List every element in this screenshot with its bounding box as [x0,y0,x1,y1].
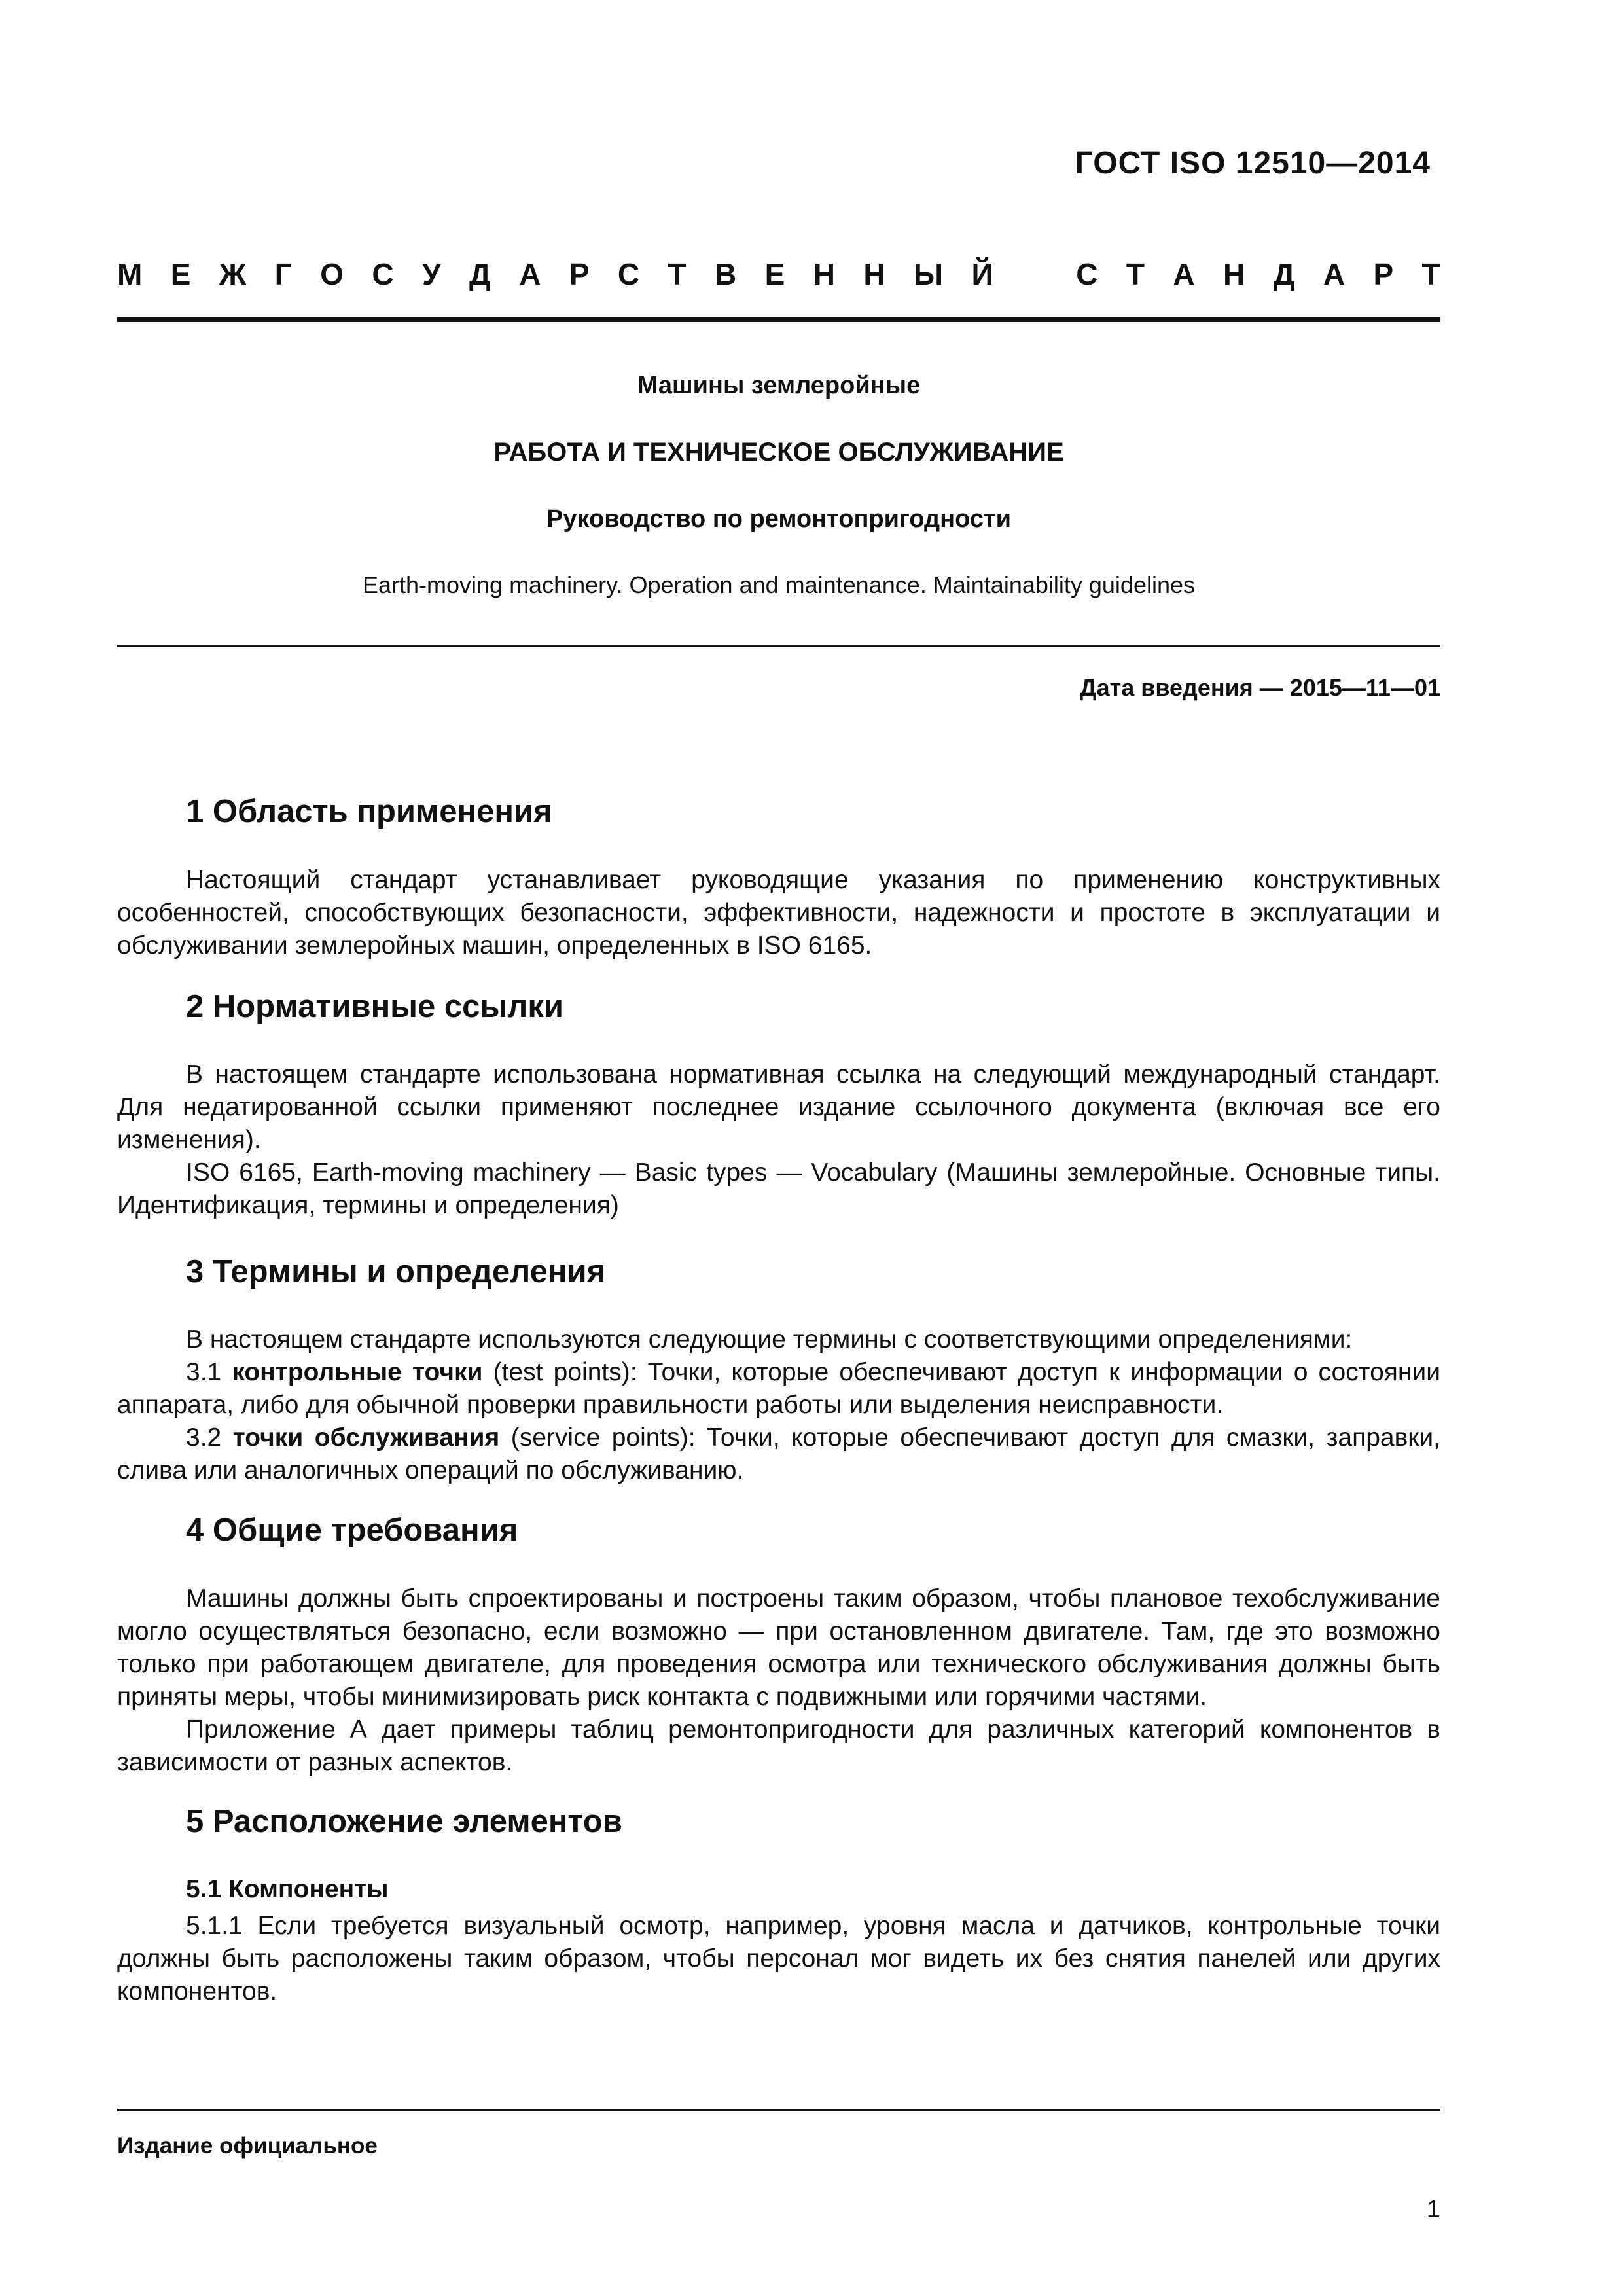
section-3-paragraph: В настоящем стандарте используются следующие термины с соответствующими определениями: [186,1325,1353,1354]
standard-type-letter: Ж [219,257,247,291]
standard-type-letter: Г [274,257,292,291]
clause-5-1-1: 5.1.1 Если требуется визуальный осмотр, например, уровня масла и датчиков, контрольные точки должны быть расположены таким образом, чтобы персонал мог видеть их без снятия панелей или других компонентов. [117,1912,1440,2005]
standard-type-letter: А [1173,257,1195,291]
definition-3-2 [117,1422,1440,1487]
section-2-heading: 2 Нормативные ссылки [186,989,563,1024]
official-publication-label: Издание официальное [117,2133,378,2159]
section-4-heading: 4 Общие требования [186,1513,518,1548]
effective-date: Дата введения — 2015—11—01 [1079,674,1440,701]
section-1-paragraph: Настоящий стандарт устанавливает руководящие указания по применению конструктивных особенностей, способствующих безопасности, эффективности, надежности и простоте в эксплуатации и обслуживании землеройных машин, определенных в ISO 6165. [117,866,1440,960]
section-1-heading: 1 Область применения [186,794,552,829]
definition-term: точки обслуживания [232,1424,500,1452]
document-id: ГОСТ ISO 12510—2014 [1075,146,1431,181]
section-4-paragraph-2: Приложение А дает примеры таблиц ремонтопригодности для различных категорий компонентов в зависимости от разных аспектов. [117,1715,1440,1776]
definition-number: 3.2 [186,1424,233,1452]
title-line-3: Руководство по ремонтопригодности [546,505,1011,533]
standard-type-letter: С [372,257,394,291]
definition-text: (test points): Точки, которые обеспечивают доступ к информации о состоянии аппарата, либо для обычной проверки правильности работы или выделения неисправности. [117,1358,1440,1419]
standard-type-letter: Е [764,257,785,291]
section-5-heading: 5 Расположение элементов [186,1804,622,1839]
page-number: 1 [1426,2196,1440,2223]
subsection-5-1-heading: 5.1 Компоненты [186,1875,389,1903]
standard-type-letter: У [422,257,441,291]
section-2-paragraph-2: ISO 6165, Earth-moving machinery — Basic types — Vocabulary (Машины землеройные. Основные типы. Идентификация, термины и определения) [117,1158,1440,1219]
standard-type-letter: О [320,257,344,291]
standard-type-letter: Д [469,257,491,291]
definition-text: (service points): Точки, которые обеспечивают доступ для смазки, заправки, слива или аналогичных операций по обслуживанию. [117,1424,1440,1484]
standard-type-letter: А [519,257,541,291]
standard-type-letter: Н [1223,257,1245,291]
footer-rule [117,2109,1440,2111]
standard-type-letter: В [715,257,737,291]
standard-type-letter [1022,257,1048,292]
section-3-heading: 3 Термины и определения [186,1254,606,1289]
title-rule [117,645,1440,647]
section-4-paragraph-1: Машины должны быть спроектированы и построены таким образом, чтобы плановое техобслуживание могло осуществляться безопасно, если возможно — при остановленном двигателе. Там, где это возможно только при работающем двигателе, для проведения осмотра или технического обслуживания должны быть приняты меры, чтобы минимизировать риск контакта с подвижными или горячими частями. [117,1585,1440,1711]
definition-number: 3.1 [186,1358,232,1386]
title-line-1: Машины землеройные [637,372,921,399]
standard-type-letter: Т [1421,257,1440,291]
standard-type-letter: Т [1126,257,1145,291]
title-line-2: РАБОТА И ТЕХНИЧЕСКОЕ ОБСЛУЖИВАНИЕ [493,438,1064,467]
standard-type-letter: С [1076,257,1098,291]
standard-type-letter: С [617,257,640,291]
standard-type-letter: М [117,257,143,291]
standard-type-letter: Й [971,257,993,291]
standard-type-letter: Р [1373,257,1394,291]
definition-term: контрольные точки [232,1358,483,1386]
english-title: Earth-moving machinery. Operation and maintenance. Maintainability guidelines [362,571,1196,598]
standard-type-letter: Т [668,257,687,291]
header-rule [117,317,1440,322]
definition-3-1 [117,1356,1440,1422]
standard-type-letter: Е [170,257,191,291]
standard-type-letter: Р [569,257,590,291]
standard-type-letter: Ы [914,257,944,291]
standard-type-letter: Н [863,257,885,291]
section-2-paragraph-1: В настоящем стандарте использована нормативная ссылка на следующий международный стандарт. Для недатированной ссылки применяют последнее издание ссылочного документа (включая все его изменения). [117,1060,1440,1154]
standard-type-letter: Д [1273,257,1295,291]
standard-type-heading [117,257,1440,292]
standard-type-letter: Н [813,257,835,291]
standard-type-letter: А [1323,257,1346,291]
